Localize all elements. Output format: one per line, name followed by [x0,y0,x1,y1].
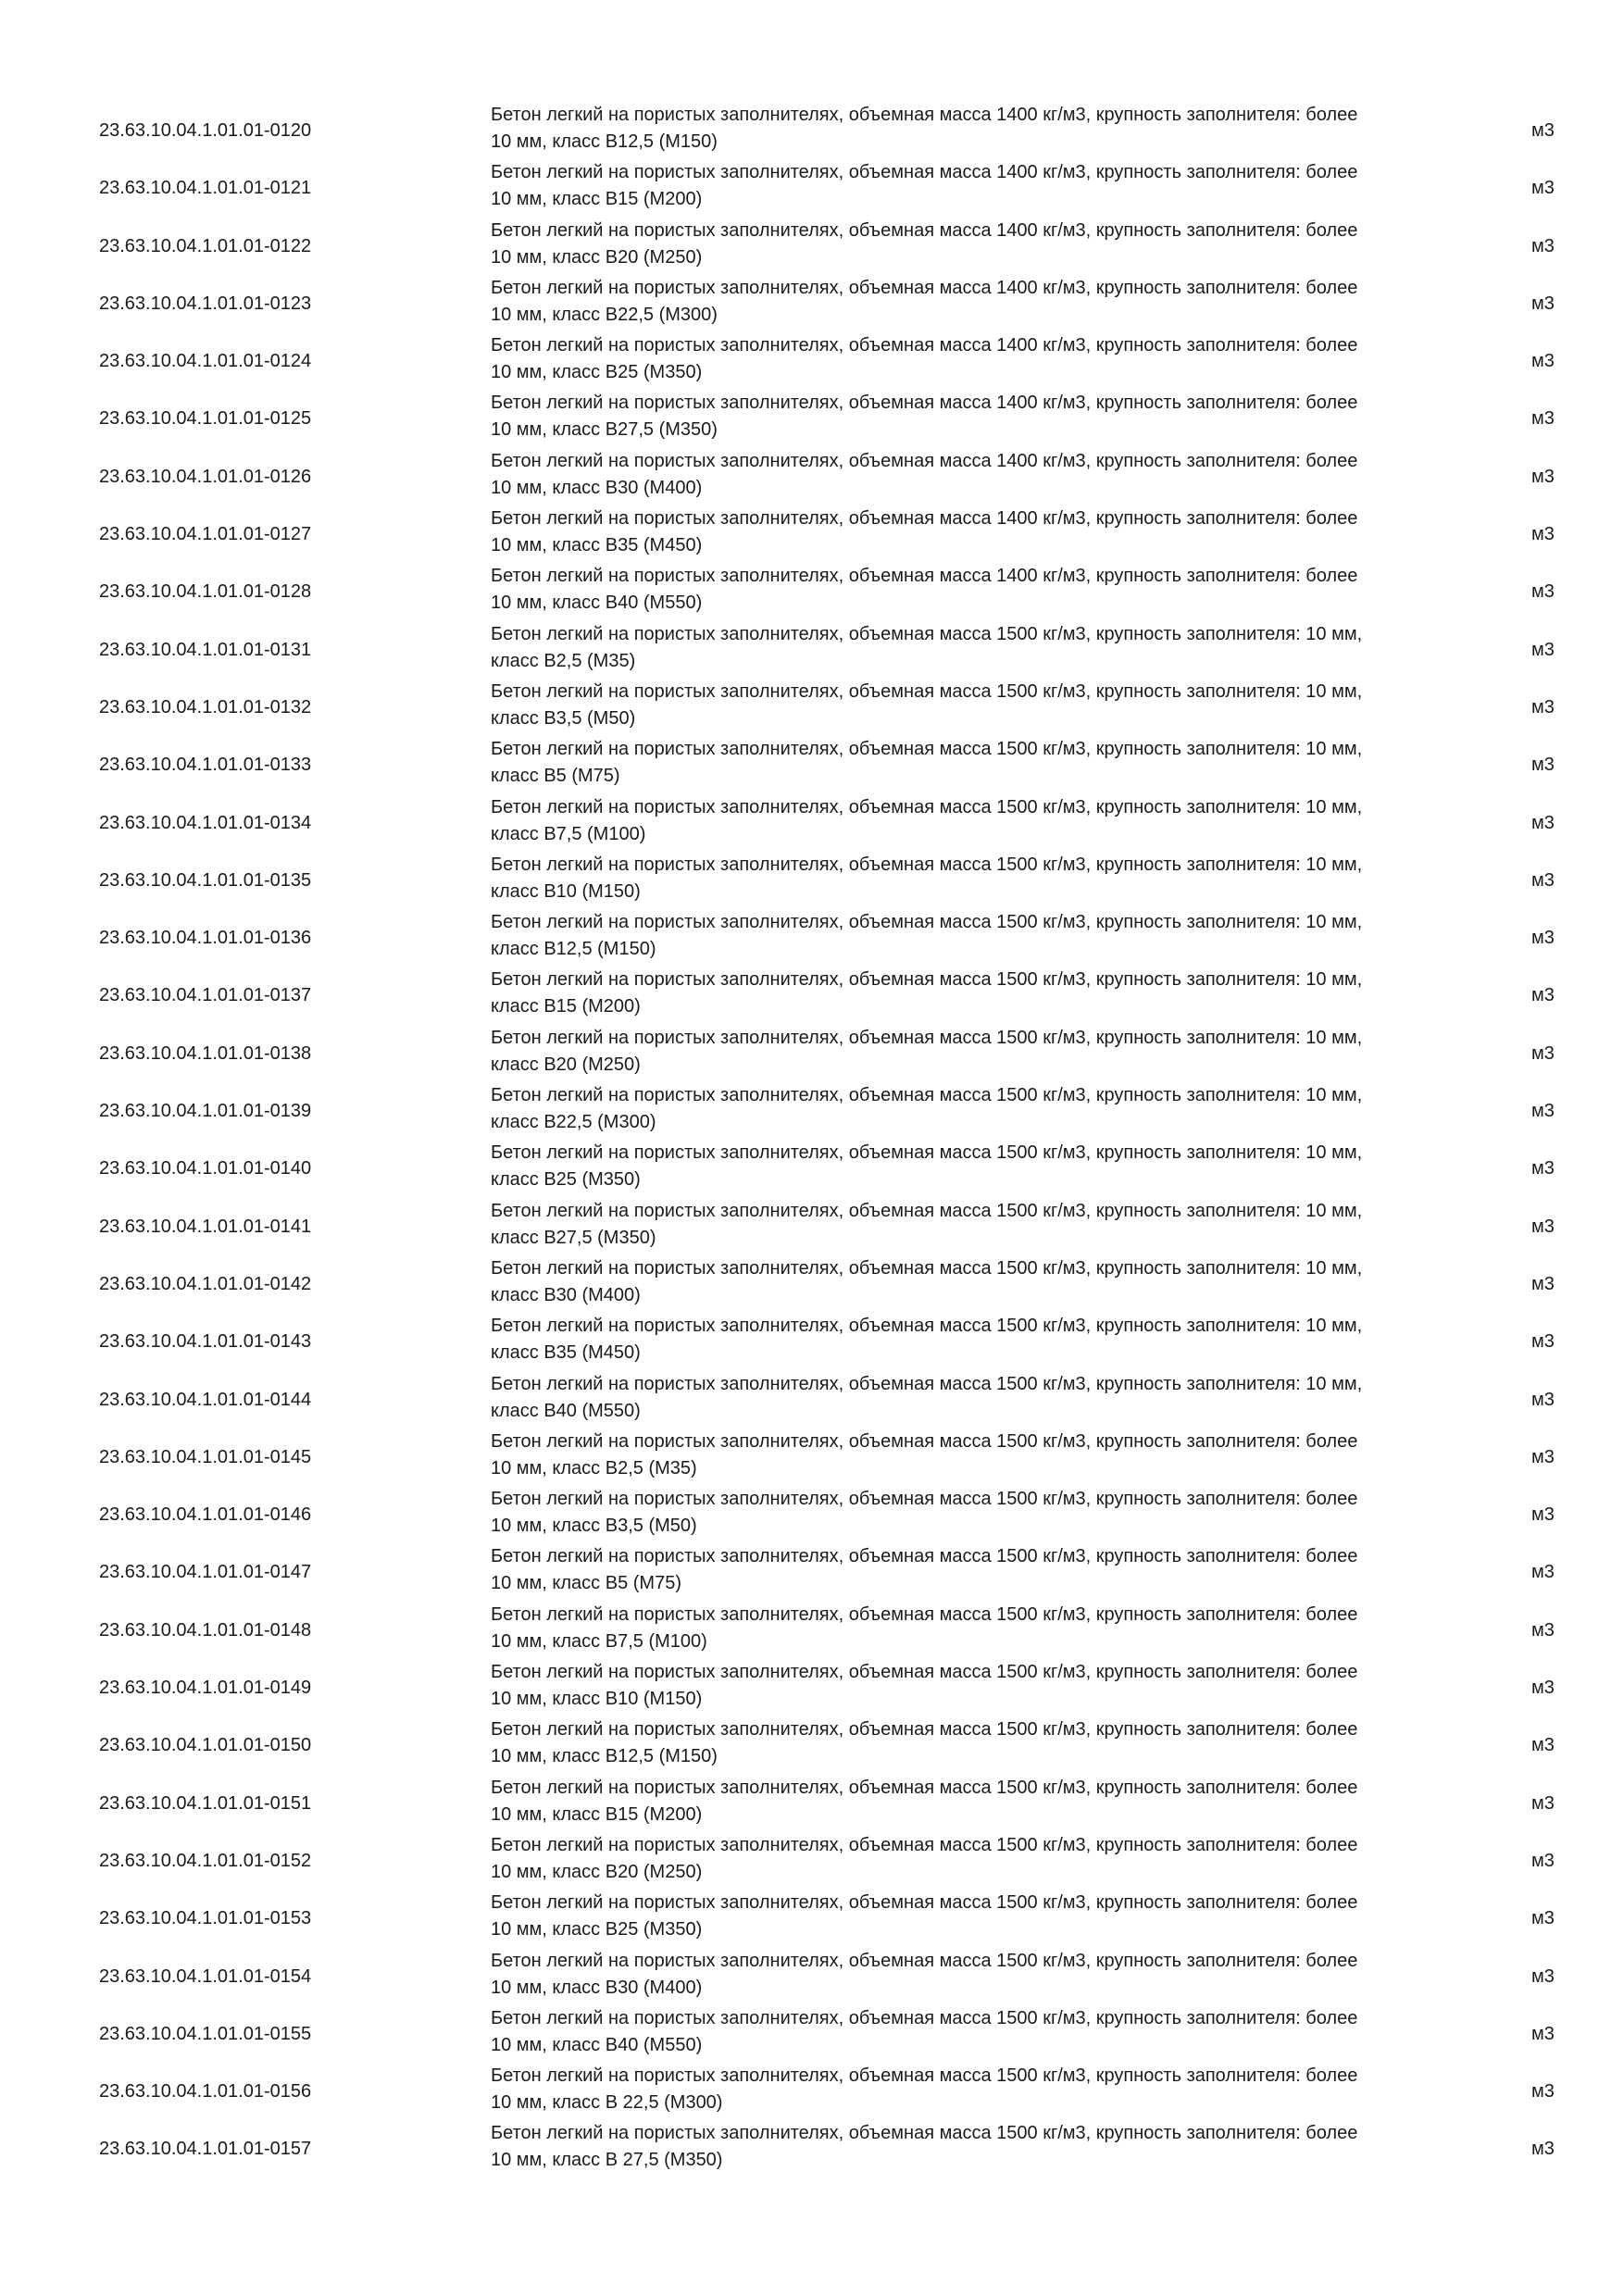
unit-of-measure: м3 [1531,408,1555,430]
description-line-2: класс В12,5 (М150) [491,939,656,960]
unit-of-measure: м3 [1531,639,1555,660]
description-line-2: 10 мм, класс В30 (М400) [491,477,703,498]
resource-code: 23.63.10.04.1.01.01-0152 [99,1850,312,1871]
description-line-1: Бетон легкий на пористых заполнителях, объемная масса 1400 кг/м3, крупность заполнителя: более [491,277,1358,298]
resource-code: 23.63.10.04.1.01.01-0141 [99,1216,312,1237]
unit-of-measure: м3 [1531,178,1555,199]
resource-description [491,1255,1472,1309]
table-row [0,1079,1624,1136]
table-row [0,559,1624,617]
description-line-1: Бетон легкий на пористых заполнителях, объемная масса 1400 кг/м3, крупность заполнителя: более [491,335,1358,356]
unit-of-measure: м3 [1531,1504,1555,1526]
unit-of-measure: м3 [1531,1158,1555,1179]
resource-description [491,390,1472,443]
resource-description [491,275,1472,329]
unit-of-measure: м3 [1531,1908,1555,1929]
table-row [0,1194,1624,1252]
description-line-1: Бетон легкий на пористых заполнителях, объемная масса 1500 кг/м3, крупность заполнителя: более [491,1719,1358,1741]
unit-of-measure: м3 [1531,1619,1555,1641]
resource-code: 23.63.10.04.1.01.01-0151 [99,1792,312,1814]
resource-code: 23.63.10.04.1.01.01-0155 [99,2023,312,2044]
description-line-1: Бетон легкий на пористых заполнителях, объемная масса 1500 кг/м3, крупность заполнителя: 10 мм, [491,854,1363,875]
resource-code: 23.63.10.04.1.01.01-0146 [99,1504,312,1526]
resource-description [491,1198,1472,1252]
resource-code: 23.63.10.04.1.01.01-0147 [99,1562,312,1583]
table-row [0,214,1624,271]
table-row [0,675,1624,732]
resource-description [491,448,1472,502]
table-row [0,502,1624,559]
description-line-1: Бетон легкий на пористых заполнителях, объемная масса 1500 кг/м3, крупность заполнителя: 10 мм, [491,1142,1363,1164]
description-line-1: Бетон легкий на пористых заполнителях, объемная масса 1500 кг/м3, крупность заполнителя: 10 мм, [491,739,1363,760]
unit-of-measure: м3 [1531,812,1555,833]
resource-description [491,967,1472,1020]
resource-code: 23.63.10.04.1.01.01-0127 [99,524,312,545]
resource-description [491,1429,1472,1482]
unit-of-measure: м3 [1531,928,1555,949]
description-line-1: Бетон легкий на пористых заполнителях, объемная масса 1400 кг/м3, крупность заполнителя: более [491,450,1358,471]
resource-description [491,1140,1472,1193]
description-line-1: Бетон легкий на пористых заполнителях, объемная масса 1500 кг/м3, крупность заполнителя: 10 мм, [491,680,1363,702]
resource-code: 23.63.10.04.1.01.01-0135 [99,869,312,891]
table-row [0,271,1624,329]
table-row [0,1367,1624,1425]
description-line-2: 10 мм, класс В27,5 (М350) [491,419,718,441]
description-line-2: класс В3,5 (М50) [491,707,636,729]
unit-of-measure: м3 [1531,1216,1555,1237]
resource-description [491,1025,1472,1079]
table-row [0,444,1624,502]
table-row [0,1828,1624,1886]
resource-description [491,794,1472,848]
table-row [0,905,1624,963]
resource-code: 23.63.10.04.1.01.01-0157 [99,2139,312,2160]
unit-of-measure: м3 [1531,293,1555,314]
resource-description [491,736,1472,790]
description-line-1: Бетон легкий на пористых заполнителях, объемная масса 1500 кг/м3, крупность заполнителя: более [491,1892,1358,1914]
table-row [0,1540,1624,1597]
description-line-1: Бетон легкий на пористых заполнителях, объемная масса 1400 кг/м3, крупность заполнителя: более [491,162,1358,183]
description-line-2: класс В40 (М550) [491,1400,641,1421]
description-line-1: Бетон легкий на пористых заполнителях, объемная масса 1500 кг/м3, крупность заполнителя: более [491,1546,1358,1567]
description-line-2: класс В20 (М250) [491,1054,641,1075]
description-line-2: 10 мм, класс В22,5 (М300) [491,304,718,325]
description-line-2: 10 мм, класс В10 (М150) [491,1689,703,1710]
description-line-2: 10 мм, класс В20 (М250) [491,246,703,268]
description-line-2: 10 мм, класс В30 (М400) [491,1977,703,1998]
description-line-2: класс В2,5 (М35) [491,650,636,671]
table-row [0,2116,1624,2174]
resource-code: 23.63.10.04.1.01.01-0140 [99,1158,312,1179]
unit-of-measure: м3 [1531,1331,1555,1353]
description-line-2: 10 мм, класс В25 (М350) [491,362,703,383]
table-row [0,1713,1624,1770]
description-line-2: класс В30 (М400) [491,1284,641,1305]
table-row [0,1655,1624,1713]
description-line-2: класс В22,5 (М300) [491,1112,656,1133]
resource-code: 23.63.10.04.1.01.01-0137 [99,985,312,1006]
description-line-1: Бетон легкий на пористых заполнителях, объемная масса 1400 кг/м3, крупность заполнителя: более [491,393,1358,414]
unit-of-measure: м3 [1531,351,1555,372]
table-row [0,98,1624,156]
resource-description [491,1716,1472,1770]
resource-code: 23.63.10.04.1.01.01-0122 [99,235,312,256]
description-line-1: Бетон легкий на пористых заполнителях, объемная масса 1500 кг/м3, крупность заполнителя: более [491,2007,1358,2028]
unit-of-measure: м3 [1531,524,1555,545]
description-line-2: 10 мм, класс В2,5 (М35) [491,1457,697,1479]
unit-of-measure: м3 [1531,2081,1555,2103]
description-line-1: Бетон легкий на пористых заполнителях, объемная масса 1500 кг/м3, крупность заполнителя: более [491,1603,1358,1625]
resource-description [491,505,1472,559]
unit-of-measure: м3 [1531,696,1555,718]
description-line-1: Бетон легкий на пористых заполнителях, объемная масса 1500 кг/м3, крупность заполнителя: 10 мм, [491,1316,1363,1337]
table-row [0,329,1624,386]
description-line-1: Бетон легкий на пористых заполнителях, объемная масса 1500 кг/м3, крупность заполнителя: 10 мм, [491,969,1363,991]
table-row [0,1944,1624,2002]
resource-description [491,2120,1472,2174]
resource-description [491,1948,1472,2002]
unit-of-measure: м3 [1531,1562,1555,1583]
resource-code: 23.63.10.04.1.01.01-0120 [99,120,312,141]
description-line-2: 10 мм, класс В5 (М75) [491,1573,681,1594]
resource-description [491,2005,1472,2059]
resource-description [491,1082,1472,1136]
unit-of-measure: м3 [1531,1678,1555,1699]
description-line-2: класс В35 (М450) [491,1342,641,1364]
description-line-2: класс В27,5 (М350) [491,1227,656,1248]
resource-description [491,159,1472,213]
table-row [0,848,1624,905]
description-line-2: 10 мм, класс В 27,5 (М350) [491,2150,723,2171]
price-list-table [0,98,1624,2175]
table-row [0,791,1624,848]
resource-description [491,852,1472,905]
table-row [0,1425,1624,1482]
unit-of-measure: м3 [1531,1965,1555,1987]
resource-description [491,679,1472,732]
description-line-1: Бетон легкий на пористых заполнителях, объемная масса 1400 кг/м3, крупность заполнителя: более [491,219,1358,241]
table-row [0,1482,1624,1540]
description-line-1: Бетон легкий на пористых заполнителях, объемная масса 1500 кг/м3, крупность заполнителя: более [491,1430,1358,1452]
description-line-2: 10 мм, класс В15 (М200) [491,1803,703,1825]
resource-code: 23.63.10.04.1.01.01-0149 [99,1678,312,1699]
resource-code: 23.63.10.04.1.01.01-0139 [99,1101,312,1122]
resource-code: 23.63.10.04.1.01.01-0134 [99,812,312,833]
resource-code: 23.63.10.04.1.01.01-0145 [99,1446,312,1467]
description-line-2: 10 мм, класс В 22,5 (М300) [491,2092,723,2114]
unit-of-measure: м3 [1531,466,1555,487]
description-line-1: Бетон легкий на пористых заполнителях, объемная масса 1400 кг/м3, крупность заполнителя: более [491,508,1358,530]
unit-of-measure: м3 [1531,1446,1555,1467]
unit-of-measure: м3 [1531,755,1555,776]
resource-code: 23.63.10.04.1.01.01-0150 [99,1735,312,1756]
table-row [0,618,1624,675]
resource-description [491,2063,1472,2116]
resource-description [491,102,1472,156]
description-line-2: 10 мм, класс В12,5 (М150) [491,131,718,152]
table-row [0,2059,1624,2116]
table-row [0,386,1624,443]
resource-code: 23.63.10.04.1.01.01-0143 [99,1331,312,1353]
resource-description [491,1659,1472,1713]
resource-code: 23.63.10.04.1.01.01-0153 [99,1908,312,1929]
description-line-1: Бетон легкий на пористых заполнителях, объемная масса 1500 кг/м3, крупность заполнителя: 10 мм, [491,1373,1363,1394]
resource-description [491,1313,1472,1366]
unit-of-measure: м3 [1531,120,1555,141]
unit-of-measure: м3 [1531,1389,1555,1410]
resource-code: 23.63.10.04.1.01.01-0125 [99,408,312,430]
unit-of-measure: м3 [1531,869,1555,891]
description-line-1: Бетон легкий на пористых заполнителях, объемная масса 1500 кг/м3, крупность заполнителя: 10 мм, [491,1027,1363,1048]
description-line-1: Бетон легкий на пористых заполнителях, объемная масса 1500 кг/м3, крупность заполнителя: 10 мм, [491,1200,1363,1221]
resource-description [491,332,1472,386]
unit-of-measure: м3 [1531,985,1555,1006]
description-line-1: Бетон легкий на пористых заполнителях, объемная масса 1500 кг/м3, крупность заполнителя: 10 мм, [491,623,1363,644]
resource-code: 23.63.10.04.1.01.01-0124 [99,351,312,372]
resource-description [491,1543,1472,1597]
table-row [0,1309,1624,1366]
table-row [0,1598,1624,1655]
table-row [0,156,1624,213]
description-line-2: 10 мм, класс В40 (М550) [491,2034,703,2055]
resource-description [491,1602,1472,1655]
resource-code: 23.63.10.04.1.01.01-0121 [99,178,312,199]
description-line-2: 10 мм, класс В40 (М550) [491,593,703,614]
description-line-1: Бетон легкий на пористых заполнителях, объемная масса 1500 кг/м3, крупность заполнителя: более [491,1777,1358,1798]
table-row [0,2002,1624,2059]
table-row [0,1886,1624,1943]
resource-code: 23.63.10.04.1.01.01-0131 [99,639,312,660]
resource-code: 23.63.10.04.1.01.01-0128 [99,581,312,603]
unit-of-measure: м3 [1531,1792,1555,1814]
unit-of-measure: м3 [1531,1735,1555,1756]
description-line-2: 10 мм, класс В25 (М350) [491,1919,703,1940]
resource-code: 23.63.10.04.1.01.01-0142 [99,1273,312,1294]
unit-of-measure: м3 [1531,2139,1555,2160]
table-row [0,1252,1624,1309]
resource-code: 23.63.10.04.1.01.01-0136 [99,928,312,949]
resource-description [491,621,1472,675]
resource-description [491,1832,1472,1886]
table-row [0,1136,1624,1193]
resource-description [491,1775,1472,1828]
resource-code: 23.63.10.04.1.01.01-0133 [99,755,312,776]
table-row [0,1771,1624,1828]
resource-description [491,218,1472,271]
description-line-1: Бетон легкий на пористых заполнителях, объемная масса 1500 кг/м3, крупность заполнителя: более [491,1834,1358,1855]
resource-description [491,1890,1472,1943]
description-line-1: Бетон легкий на пористых заполнителях, объемная масса 1500 кг/м3, крупность заполнителя: более [491,2065,1358,2087]
description-line-2: 10 мм, класс В35 (М450) [491,535,703,556]
description-line-1: Бетон легкий на пористых заполнителях, объемная масса 1500 кг/м3, крупность заполнителя: 10 мм, [491,1257,1363,1279]
resource-description [491,1371,1472,1425]
description-line-2: класс В10 (М150) [491,880,641,902]
unit-of-measure: м3 [1531,1042,1555,1064]
unit-of-measure: м3 [1531,1850,1555,1871]
table-row [0,732,1624,790]
description-line-2: 10 мм, класс В12,5 (М150) [491,1746,718,1767]
table-row [0,1021,1624,1079]
resource-description [491,1486,1472,1540]
description-line-1: Бетон легкий на пористых заполнителях, объемная масса 1500 кг/м3, крупность заполнителя: более [491,1489,1358,1510]
resource-code: 23.63.10.04.1.01.01-0138 [99,1042,312,1064]
description-line-1: Бетон легкий на пористых заполнителях, объемная масса 1500 кг/м3, крупность заполнителя: более [491,1662,1358,1683]
description-line-2: 10 мм, класс В20 (М250) [491,1861,703,1882]
resource-code: 23.63.10.04.1.01.01-0156 [99,2081,312,2103]
unit-of-measure: м3 [1531,2023,1555,2044]
description-line-1: Бетон легкий на пористых заполнителях, объемная масса 1500 кг/м3, крупность заполнителя: 10 мм, [491,912,1363,933]
resource-description [491,563,1472,617]
description-line-2: класс В7,5 (М100) [491,823,646,844]
table-row [0,963,1624,1020]
resource-code: 23.63.10.04.1.01.01-0126 [99,466,312,487]
description-line-1: Бетон легкий на пористых заполнителях, объемная масса 1500 кг/м3, крупность заполнителя: более [491,1950,1358,1971]
description-line-2: класс В15 (М200) [491,996,641,1017]
resource-code: 23.63.10.04.1.01.01-0148 [99,1619,312,1641]
resource-code: 23.63.10.04.1.01.01-0123 [99,293,312,314]
description-line-1: Бетон легкий на пористых заполнителях, объемная масса 1400 кг/м3, крупность заполнителя: более [491,105,1358,125]
description-line-2: класс В5 (М75) [491,766,620,787]
resource-code: 23.63.10.04.1.01.01-0144 [99,1389,312,1410]
description-line-2: класс В25 (М350) [491,1169,641,1191]
description-line-1: Бетон легкий на пористых заполнителях, объемная масса 1500 кг/м3, крупность заполнителя: 10 мм, [491,796,1363,817]
description-line-1: Бетон легкий на пористых заполнителях, объемная масса 1400 кг/м3, крупность заполнителя: более [491,566,1358,587]
description-line-2: 10 мм, класс В7,5 (М100) [491,1630,707,1652]
unit-of-measure: м3 [1531,1273,1555,1294]
unit-of-measure: м3 [1531,235,1555,256]
description-line-2: 10 мм, класс В15 (М200) [491,189,703,210]
unit-of-measure: м3 [1531,1101,1555,1122]
resource-description [491,909,1472,963]
resource-code: 23.63.10.04.1.01.01-0132 [99,696,312,718]
unit-of-measure: м3 [1531,581,1555,603]
resource-code: 23.63.10.04.1.01.01-0154 [99,1965,312,1987]
description-line-1: Бетон легкий на пористых заполнителях, объемная масса 1500 кг/м3, крупность заполнителя: 10 мм, [491,1085,1363,1106]
description-line-2: 10 мм, класс В3,5 (М50) [491,1516,697,1537]
description-line-1: Бетон легкий на пористых заполнителях, объемная масса 1500 кг/м3, крупность заполнителя: более [491,2123,1358,2144]
